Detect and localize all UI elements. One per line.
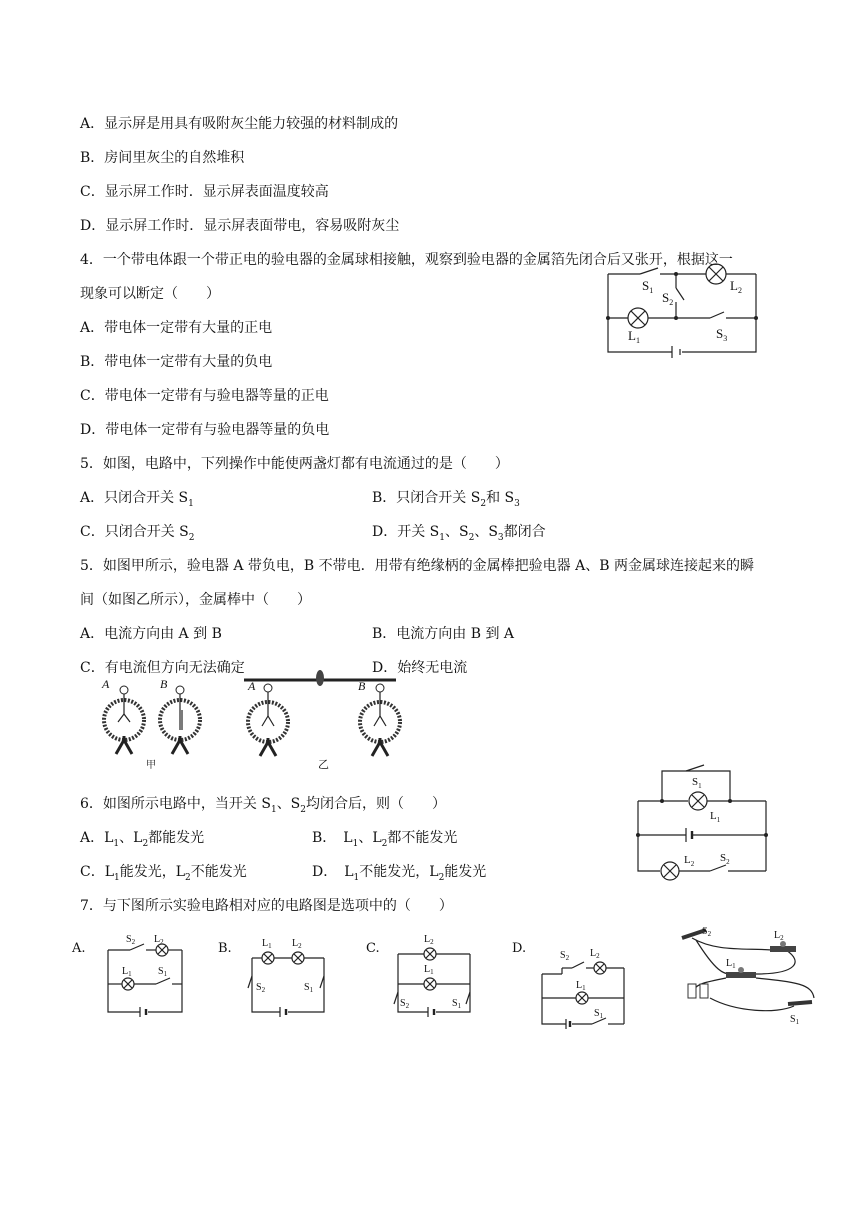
label-l2: $L_2$ bbox=[730, 278, 742, 295]
label-yi: 乙 bbox=[318, 759, 329, 771]
q7-circuit-c bbox=[390, 928, 480, 1024]
q4-option-b: B．带电体一定带有大量的负电 bbox=[80, 354, 273, 370]
svg-text:L2: $L_2$ bbox=[424, 934, 434, 946]
svg-text:S1: $S_1$ bbox=[158, 966, 168, 978]
svg-text:L1: $L_1$ bbox=[576, 980, 586, 992]
q6-option-c: C．$L_1$能发光，$L_2$不能发光 bbox=[80, 864, 247, 883]
label-a2: A bbox=[248, 679, 256, 693]
q4-stem-line1: 4．一个带电体跟一个带正电的验电器的金属球相接触，观察到验电器的金属箔先闭合后又张开，根据这一 bbox=[80, 252, 733, 268]
q3-option-a: A．显示屏是用具有吸附灰尘能力较强的材料制成的 bbox=[80, 116, 399, 132]
svg-text:S2: $S_2$ bbox=[560, 950, 570, 962]
q6-stem: 6．如图所示电路中，当开关 $S_1$、$S_2$均闭合后，则（ ） bbox=[80, 796, 447, 815]
q5b-option-b: B．电流方向由 B 到 A bbox=[372, 626, 515, 642]
label-s3: $S_3$ bbox=[716, 326, 728, 343]
label-b2: B bbox=[358, 679, 366, 693]
label-s1-q6: $S_1$ bbox=[692, 776, 702, 790]
svg-text:S2: $S_2$ bbox=[400, 998, 410, 1010]
svg-text:L2: $L_2$ bbox=[774, 930, 784, 942]
label-jia: 甲 bbox=[146, 760, 156, 771]
svg-text:S2: $S_2$ bbox=[126, 934, 136, 946]
label-s2-q6: $S_2$ bbox=[720, 852, 730, 866]
circuit-diagram-q6 bbox=[630, 765, 770, 880]
svg-text:L1: $L_1$ bbox=[726, 958, 736, 970]
svg-text:S2: $S_2$ bbox=[702, 926, 712, 938]
q7-circuit-b bbox=[244, 932, 334, 1022]
q6-option-b: B． $L_1$、$L_2$都不能发光 bbox=[312, 830, 458, 849]
svg-text:S1: $S_1$ bbox=[304, 982, 314, 994]
q5a-option-d: D．开关 $S_1$、$S_2$、$S_3$都闭合 bbox=[372, 524, 546, 543]
svg-text:S1: $S_1$ bbox=[452, 998, 462, 1010]
svg-text:L1: $L_1$ bbox=[122, 966, 132, 978]
svg-text:S1: $S_1$ bbox=[594, 1008, 604, 1020]
q5b-stem-line2: 间（如图乙所示），金属棒中（ ） bbox=[80, 592, 311, 608]
label-l1-q6: $L_1$ bbox=[710, 810, 721, 824]
circuit-diagram-q5 bbox=[600, 260, 770, 360]
label-l2-q6: $L_2$ bbox=[684, 854, 695, 868]
q7-physical-circuit bbox=[676, 922, 822, 1028]
q4-option-c: C．带电体一定带有与验电器等量的正电 bbox=[80, 388, 329, 404]
q6-option-d: D． $L_1$不能发光，$L_2$能发光 bbox=[312, 864, 487, 883]
svg-text:L1: $L_1$ bbox=[262, 938, 272, 950]
q7-label-a: A. bbox=[72, 941, 86, 956]
q3-option-b: B．房间里灰尘的自然堆积 bbox=[80, 150, 245, 166]
label-s2: $S_2$ bbox=[662, 290, 674, 307]
electroscope-figure bbox=[96, 670, 416, 770]
q7-label-d: D. bbox=[512, 941, 527, 956]
q7-stem: 7．与下图所示实验电路相对应的电路图是选项中的（ ） bbox=[80, 898, 453, 914]
q4-option-a: A．带电体一定带有大量的正电 bbox=[80, 320, 273, 336]
q7-label-c: C. bbox=[366, 941, 380, 956]
svg-text:S2: $S_2$ bbox=[256, 982, 266, 994]
q3-option-c: C．显示屏工作时．显示屏表面温度较高 bbox=[80, 184, 329, 200]
svg-text:L2: $L_2$ bbox=[590, 948, 600, 960]
q5a-option-b: B．只闭合开关 $S_2$和 $S_3$ bbox=[372, 490, 520, 509]
q7-circuit-d bbox=[536, 938, 632, 1030]
q4-stem-line2: 现象可以断定（ ） bbox=[80, 286, 220, 302]
label-b: B bbox=[160, 677, 168, 691]
q5b-option-d: D．始终无电流 bbox=[372, 660, 468, 676]
label-a: A bbox=[102, 677, 110, 691]
svg-text:S1: $S_1$ bbox=[790, 1014, 800, 1026]
q7-circuit-a bbox=[100, 932, 190, 1022]
q5a-option-c: C．只闭合开关 $S_2$ bbox=[80, 524, 195, 543]
q5a-option-a: A．只闭合开关 $S_1$ bbox=[80, 490, 194, 509]
q5a-stem: 5．如图，电路中，下列操作中能使两盏灯都有电流通过的是（ ） bbox=[80, 456, 509, 472]
q5b-option-c: C．有电流但方向无法确定 bbox=[80, 660, 245, 676]
label-l1: $L_1$ bbox=[628, 328, 640, 345]
q5b-option-a: A．电流方向由 A 到 B bbox=[80, 626, 222, 642]
q5b-stem-line1: 5．如图甲所示，验电器 A 带负电，B 不带电．用带有绝缘柄的金属棒把验电器 A、B 两金属球连接起来的瞬 bbox=[80, 558, 754, 574]
q6-option-a: A．$L_1$、$L_2$都能发光 bbox=[80, 830, 205, 849]
svg-text:L1: $L_1$ bbox=[424, 964, 434, 976]
svg-text:L2: $L_2$ bbox=[292, 938, 302, 950]
label-s1: $S_1$ bbox=[642, 278, 654, 295]
q4-option-d: D．带电体一定带有与验电器等量的负电 bbox=[80, 422, 330, 438]
q3-option-d: D．显示屏工作时．显示屏表面带电，容易吸附灰尘 bbox=[80, 218, 400, 234]
svg-text:L2: $L_2$ bbox=[154, 934, 164, 946]
q7-label-b: B. bbox=[218, 941, 232, 956]
